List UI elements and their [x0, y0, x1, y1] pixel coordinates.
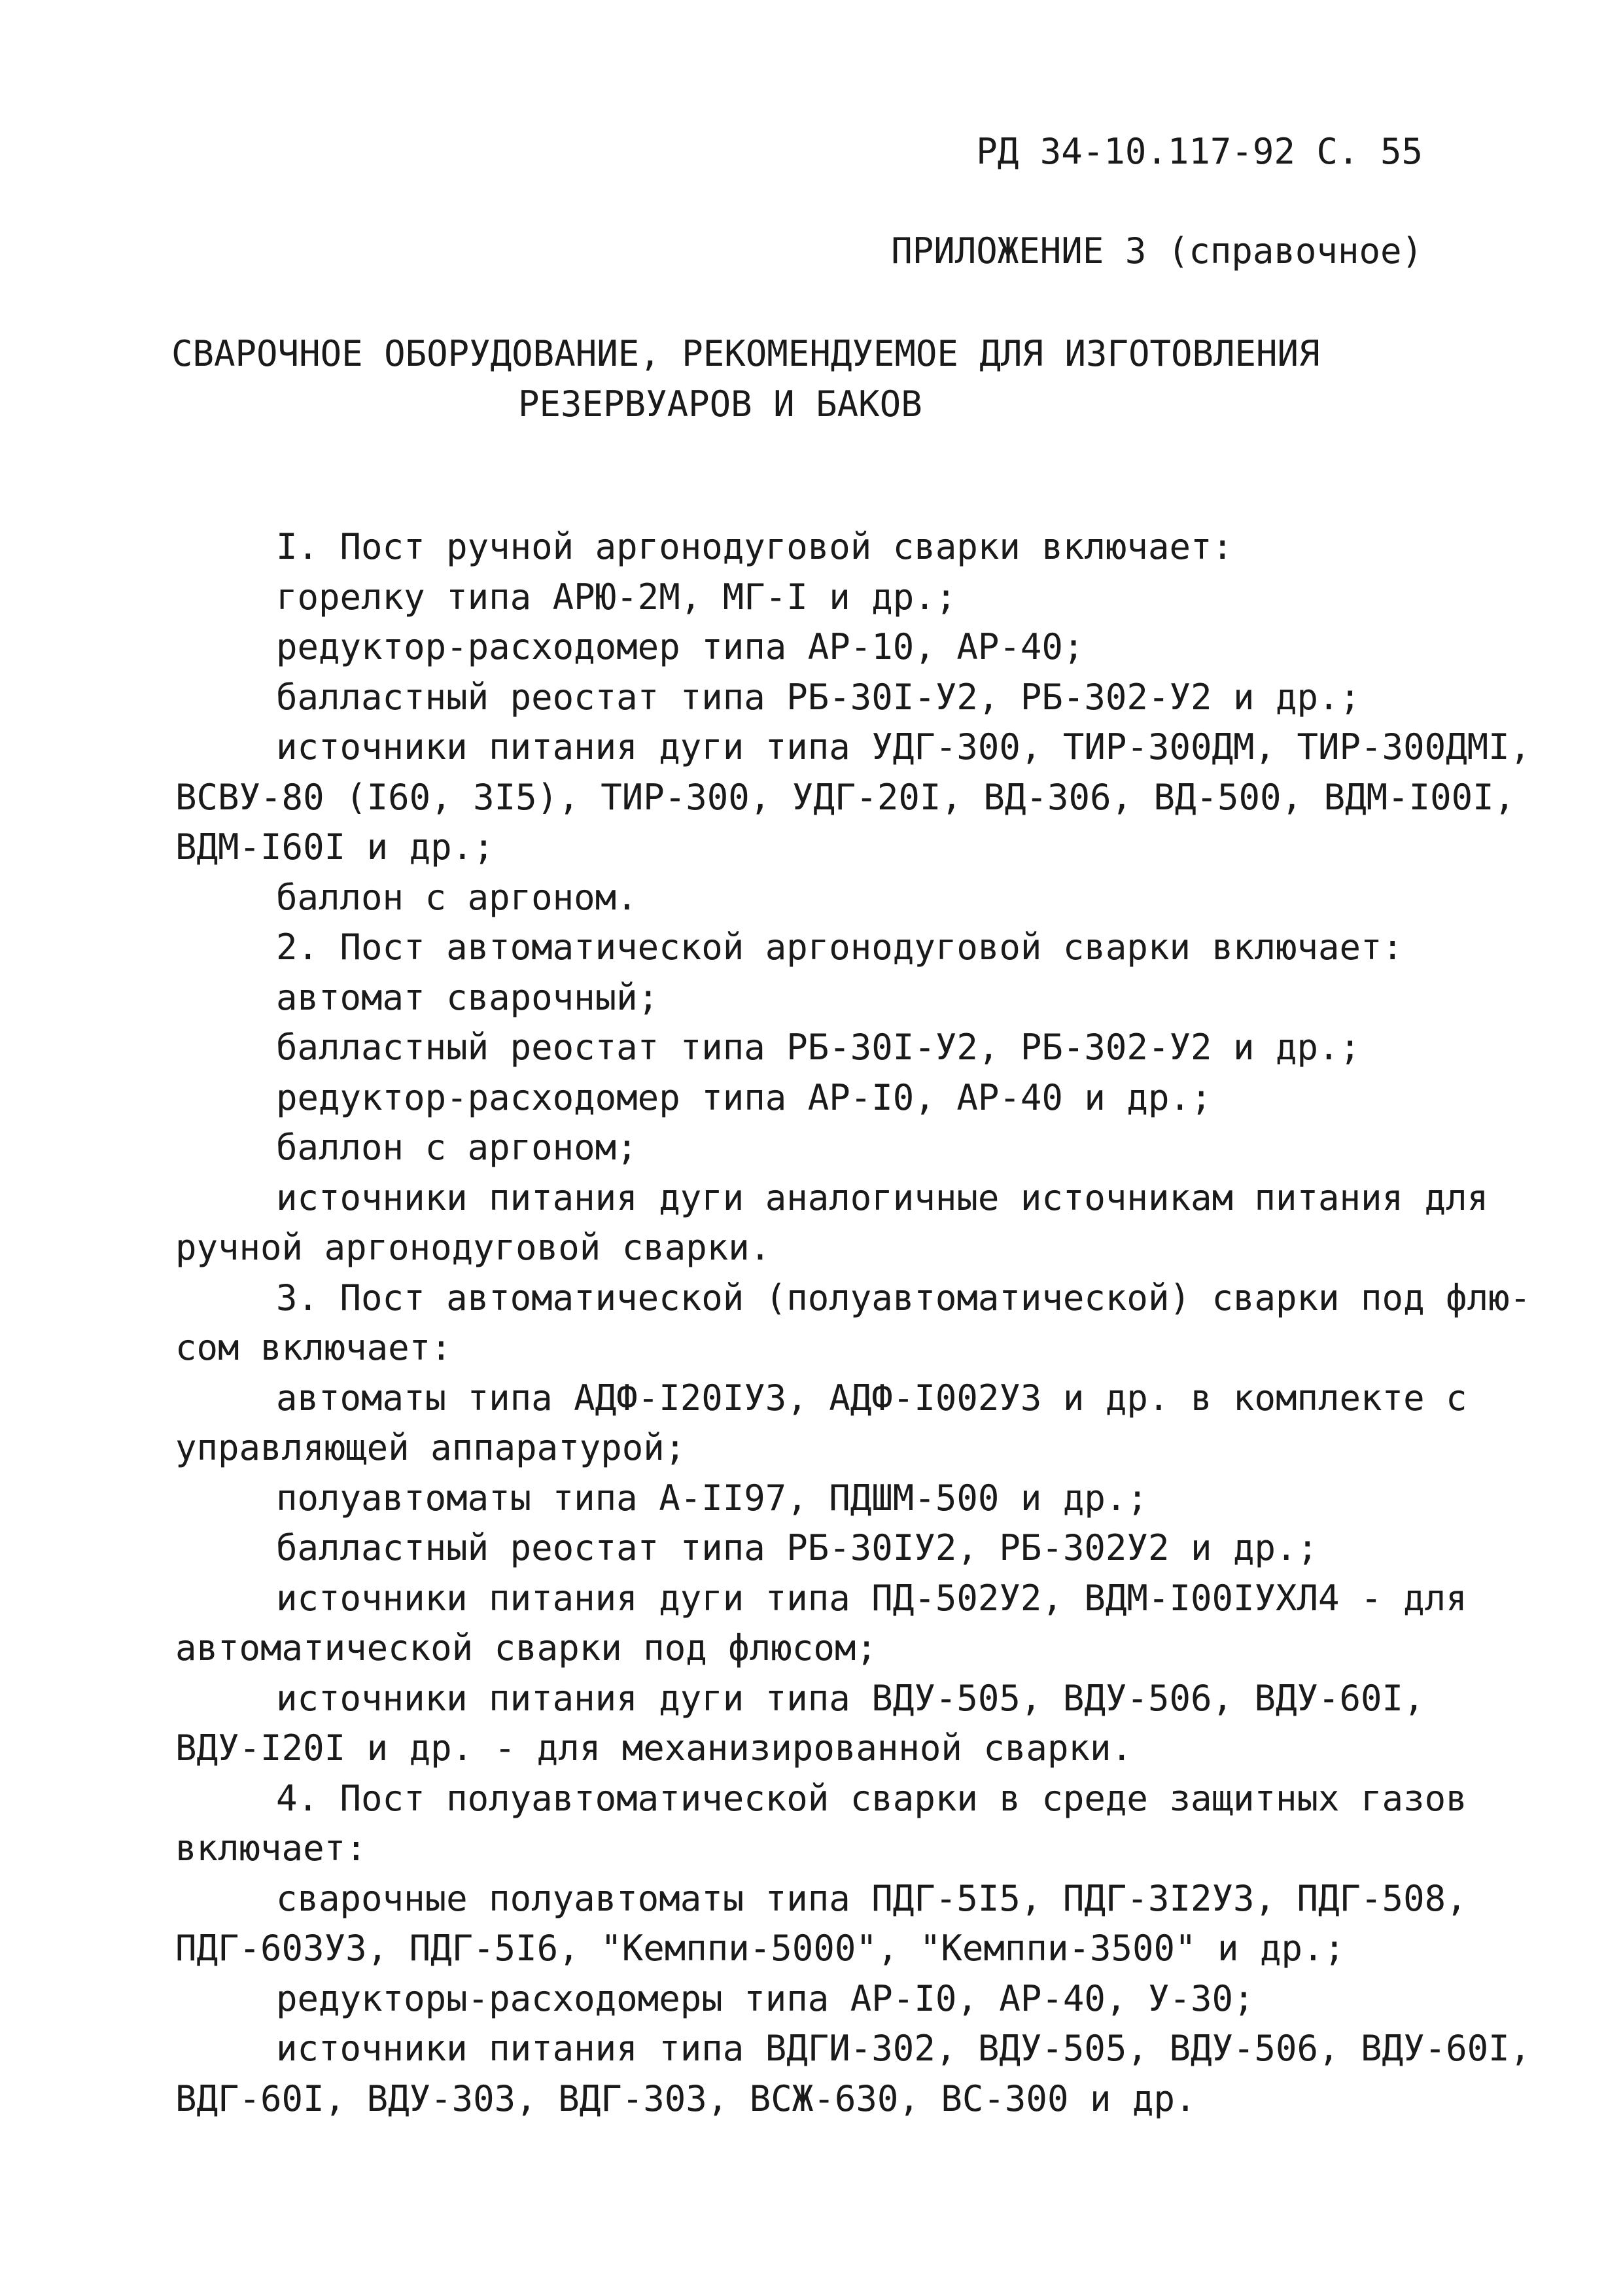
appendix-label: ПРИЛОЖЕНИЕ 3 (справочное): [891, 230, 1423, 272]
text-line: редукторы-расходомеры типа АР-I0, АР-40, У-30;: [276, 1977, 1255, 2019]
text-line: 2. Пост автоматической аргонодуговой сварки включает:: [276, 927, 1404, 968]
document-title: [171, 328, 1414, 429]
text-line: источники питания дуги типа ВДУ-505, ВДУ-506, ВДУ-60I,: [276, 1677, 1425, 1719]
text-line: сом включает:: [175, 1327, 452, 1368]
text-line: ВДГ-60I, ВДУ-303, ВДГ-303, ВСЖ-630, ВС-300 и др.: [175, 2077, 1196, 2119]
text-line: ВСВУ-80 (I60, 3I5), ТИР-300, УДГ-20I, ВД-306, ВД-500, ВДМ-I00I,: [175, 776, 1516, 818]
text-line: включает:: [175, 1828, 367, 1869]
text-line: баллон с аргоном;: [276, 1127, 638, 1168]
text-line: полуавтоматы типа А-II97, ПДШМ-500 и др.;: [276, 1477, 1148, 1519]
text-line: ВДМ-I60I и др.;: [175, 826, 495, 868]
title-line-1: СВАРОЧНОЕ ОБОРУДОВАНИЕ, РЕКОМЕНДУЕМОЕ ДЛЯ ИЗГОТОВЛЕНИЯ: [171, 333, 1320, 374]
text-line: балластный реостат типа РБ-30IУ2, РБ-302У2 и др.;: [276, 1527, 1319, 1568]
title-line-2: РЕЗЕРВУАРОВ И БАКОВ: [518, 383, 922, 425]
text-line: ручной аргонодуговой сварки.: [175, 1227, 771, 1268]
text-line: ВДУ-I20I и др. - для механизированной сварки.: [175, 1727, 1132, 1769]
text-line: 3. Пост автоматической (полуавтоматической) сварки под флю-: [276, 1277, 1531, 1318]
text-line: автомат сварочный;: [276, 976, 659, 1018]
text-line: автоматической сварки под флюсом;: [175, 1627, 877, 1669]
text-line: автоматы типа АДФ-I20IУЗ, АДФ-I002УЗ и др. в комплекте с: [276, 1377, 1467, 1419]
text-line: балластный реостат типа РБ-30I-У2, РБ-302-У2 и др.;: [276, 676, 1361, 718]
text-line: 4. Пост полуавтоматической сварки в среде защитных газов: [276, 1777, 1467, 1819]
text-line: источники питания дуги типа ПД-502У2, ВДМ-I00IУХЛ4 - для: [276, 1577, 1467, 1619]
text-line: баллон с аргоном.: [276, 876, 638, 918]
text-line: I. Пост ручной аргонодуговой сварки включает:: [276, 526, 1233, 567]
text-line: источники питания типа ВДГИ-302, ВДУ-505, ВДУ-506, ВДУ-60I,: [276, 2028, 1531, 2069]
document-body: [175, 522, 1531, 2124]
text-line: сварочные полуавтоматы типа ПДГ-5I5, ПДГ-3I2УЗ, ПДГ-508,: [276, 1877, 1467, 1919]
text-line: редуктор-расходомер типа АР-I0, АР-40 и др.;: [276, 1076, 1212, 1118]
text-line: источники питания дуги типа УДГ-300, ТИР-300ДМ, ТИР-300ДМI,: [276, 726, 1531, 768]
text-line: источники питания дуги аналогичные источникам питания для: [276, 1176, 1489, 1218]
text-line: редуктор-расходомер типа АР-10, АР-40;: [276, 626, 1085, 667]
text-line: балластный реостат типа РБ-30I-У2, РБ-302-У2 и др.;: [276, 1027, 1361, 1068]
text-line: управляющей аппаратурой;: [175, 1427, 686, 1468]
text-line: ПДГ-603УЗ, ПДГ-5I6, "Кемппи-5000", "Кемппи-3500" и др.;: [175, 1928, 1346, 1969]
text-line: горелку типа АРЮ-2М, МГ-I и др.;: [276, 576, 957, 618]
document-reference: РД 34-10.117-92 С. 55: [976, 131, 1423, 172]
